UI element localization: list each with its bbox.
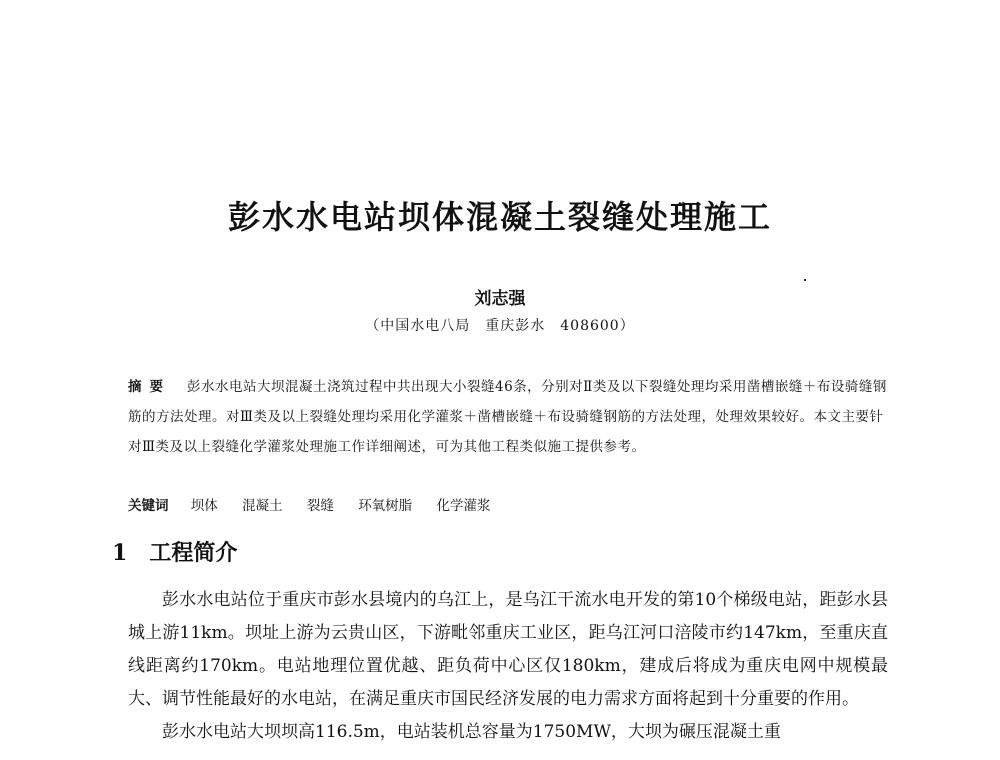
body-paragraph: 彭水水电站位于重庆市彭水县境内的乌江上，是乌江干流水电开发的第10个梯级电站，距彭水县城上游11km。坝址上游为云贵山区，下游毗邻重庆工业区，距乌江河口涪陵市约147km，至重庆直线距离约170km。电站地理位置优越、距负荷中心区仅180km，建成后将成为重庆电网中规模最大、调节性能最好的水电站，在满足重庆市国民经济发展的电力需求方面将起到十分重要的作用。 xyxy=(128,590,888,709)
keyword: 裂缝 xyxy=(306,498,334,514)
abstract xyxy=(128,372,888,462)
keyword: 化学灌浆 xyxy=(436,498,491,514)
scan-speck xyxy=(804,279,806,281)
abstract-label: 摘要 xyxy=(128,379,171,395)
keywords xyxy=(128,491,888,521)
keyword: 混凝土 xyxy=(242,498,283,514)
section-title: 工程简介 xyxy=(149,540,238,566)
keyword: 环氧树脂 xyxy=(358,498,413,514)
author-name: 刘志强 xyxy=(474,289,526,309)
section-body xyxy=(128,584,888,749)
section-heading xyxy=(112,536,237,567)
author-affiliation: （中国水电八局 重庆彭水 408600） xyxy=(365,318,635,334)
section-number: 1 xyxy=(112,540,128,566)
keywords-label: 关键词 xyxy=(128,498,169,514)
body-paragraph: 彭水水电站大坝坝高116.5m，电站装机总容量为1750MW，大坝为碾压混凝土重 xyxy=(162,722,781,742)
keyword: 坝体 xyxy=(190,498,218,514)
abstract-text: 彭水水电站大坝混凝土浇筑过程中共出现大小裂缝46条，分别对Ⅱ类及以下裂缝处理均采用凿槽嵌缝＋布设骑缝钢筋的方法处理。对Ⅲ类及以上裂缝处理均采用化学灌浆＋凿槽嵌缝＋布设骑缝钢筋的方法处理，处理效果较好。本文主要针对Ⅲ类及以上裂缝化学灌浆处理施工作详细阐述，可为其他工程类似施工提供参考。 xyxy=(128,379,887,455)
paper-title: 彭水水电站坝体混凝土裂缝处理施工 xyxy=(227,198,772,236)
